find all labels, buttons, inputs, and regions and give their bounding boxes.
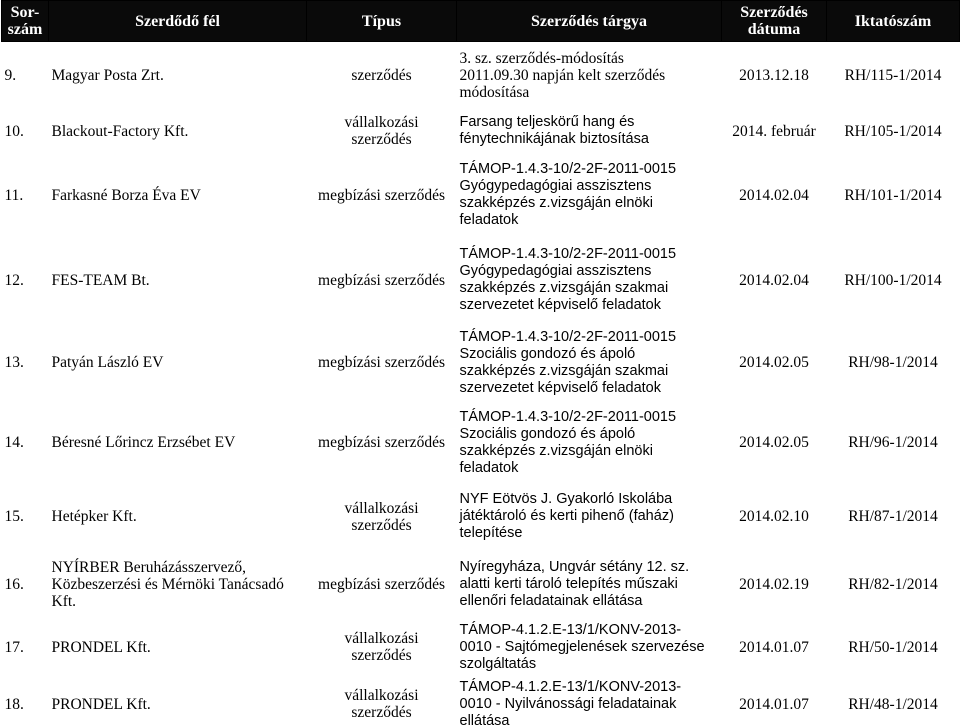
table-row [2, 483, 960, 551]
contracting-party-line: Közbeszerzési és Mérnöki Tanácsadó [51, 576, 284, 593]
table-header-row [2, 1, 960, 42]
contract-subject-line: TÁMOP-4.1.2.E-13/1/KONV-2013- [459, 678, 682, 695]
table-body [2, 42, 960, 727]
contracting-party-line: Farkasné Borza Éva EV [51, 186, 201, 204]
contracts-table [1, 0, 960, 727]
contract-subject-line: szolgáltatás [459, 655, 537, 672]
contracting-party-line: Kft. [51, 593, 77, 610]
contract-subject-line: ellenőri feladatainak ellátása [459, 593, 643, 609]
contracting-party-line: Blackout-Factory Kft. [51, 122, 189, 140]
row-number: 13. [4, 354, 24, 371]
contract-subject [457, 42, 722, 110]
row-number: 12. [4, 271, 24, 289]
contract-date: 2014.02.10 [739, 508, 809, 525]
contracting-party [49, 403, 307, 483]
contract-type [307, 676, 457, 727]
contracting-party [49, 110, 307, 153]
table-row [2, 551, 960, 619]
contract-subject-line: játéktároló és kerti pihenő (faház) [459, 508, 674, 524]
contract-subject [457, 153, 722, 238]
contract-subject-line: Gyógypedagógiai asszisztens [459, 178, 652, 194]
contracting-party [49, 551, 307, 619]
row-number: 16. [4, 576, 24, 593]
registration-number: RH/48-1/2014 [848, 695, 938, 713]
contract-date: 2014.02.04 [739, 186, 809, 204]
contract-subject-line: szakképzés z.vizsgáján szakmai [459, 280, 669, 296]
contract-type-line: szerződés [351, 516, 412, 534]
contract-date: 2014.01.07 [739, 638, 809, 656]
contract-subject-line: TÁMOP-1.4.3-10/2-2F-2011-0015 [459, 161, 677, 177]
table-row [2, 110, 960, 153]
header-contract-date: Szerződés dátuma [722, 1, 827, 42]
contract-subject-line: TÁMOP-1.4.3-10/2-2F-2011-0015 [459, 328, 677, 345]
contract-type-line: megbízási szerződés [318, 186, 445, 204]
contract-subject [457, 483, 722, 551]
contracting-party-line: Patyán László EV [51, 354, 164, 371]
contract-type [307, 238, 457, 323]
contract-subject-line: módosítása [459, 84, 530, 102]
contract-type-line: megbízási szerződés [318, 271, 445, 289]
contract-subject-line: Szociális gondozó és ápoló [459, 345, 636, 362]
contract-subject-line: NYF Eötvös J. Gyakorló Iskolába [459, 491, 673, 507]
contracting-party-line: Hetépker Kft. [51, 508, 137, 525]
contract-type-line: megbízási szerződés [318, 354, 445, 371]
contract-subject-line: szervezetet képviselő feladatok [459, 297, 661, 313]
contract-date: 2014.01.07 [739, 695, 809, 713]
contract-subject-line: feladatok [459, 212, 519, 228]
contract-date: 2014. február [732, 122, 816, 140]
contracting-party-line: NYÍRBER Beruházásszervező, [51, 559, 247, 576]
contract-type-line: megbízási szerződés [318, 434, 445, 451]
contract-subject-line: ellátása [459, 712, 510, 727]
contract-type [307, 483, 457, 551]
contract-subject [457, 323, 722, 403]
contract-date: 2014.02.05 [739, 354, 809, 371]
table-row [2, 153, 960, 238]
contract-subject [457, 619, 722, 676]
registration-number: RH/96-1/2014 [848, 434, 938, 451]
registration-number: RH/115-1/2014 [844, 67, 942, 85]
contract-subject [457, 551, 722, 619]
contract-type-line: szerződés [351, 704, 412, 721]
contract-date: 2014.02.19 [739, 576, 809, 593]
contracting-party [49, 483, 307, 551]
contract-type [307, 110, 457, 153]
contract-subject-line: szervezetet képviselő feladatok [459, 379, 661, 396]
registration-number: RH/105-1/2014 [844, 122, 942, 140]
row-number: 11. [4, 186, 24, 204]
row-number: 18. [4, 695, 24, 713]
header-contracting-party: Szerdődő fél [49, 1, 307, 42]
contract-subject-line: 0010 - Nyilvánossági feladatainak [459, 695, 677, 712]
row-number: 15. [4, 508, 24, 525]
contract-subject-line: szakképzés z.vizsgáján elnöki [459, 195, 653, 211]
table-row [2, 676, 960, 727]
contract-type [307, 619, 457, 676]
contracting-party [49, 153, 307, 238]
registration-number: RH/50-1/2014 [848, 638, 938, 656]
contracting-party-line: PRONDEL Kft. [51, 695, 151, 713]
contracting-party [49, 42, 307, 110]
contract-subject-line: Szociális gondozó és ápoló [459, 425, 636, 442]
contract-type-line: vállalkozási [344, 630, 419, 647]
contract-subject-line: TÁMOP-4.1.2.E-13/1/KONV-2013- [459, 621, 682, 638]
table-row [2, 323, 960, 403]
header-registration-number: Iktatószám [827, 1, 960, 42]
contract-subject-line: feladatok [459, 459, 519, 476]
row-number: 14. [4, 434, 24, 451]
registration-number: RH/87-1/2014 [848, 508, 938, 525]
contract-type [307, 551, 457, 619]
contract-type [307, 323, 457, 403]
header-subject: Szerződés tárgya [457, 1, 722, 42]
contract-type-line: szerződés [351, 67, 412, 85]
contract-subject-line: szakképzés z.vizsgáján elnöki [459, 442, 653, 459]
contract-subject [457, 110, 722, 153]
contract-date: 2013.12.18 [739, 67, 809, 85]
contract-subject-line: Nyíregyháza, Ungvár sétány 12. sz. [459, 559, 690, 575]
table-row [2, 238, 960, 323]
contract-subject-line: telepítése [459, 525, 523, 541]
contract-type-line: szerződés [351, 131, 412, 148]
contract-type [307, 42, 457, 110]
contract-date: 2014.02.04 [739, 271, 809, 289]
contract-type [307, 153, 457, 238]
contract-type [307, 403, 457, 483]
contract-type-line: megbízási szerződés [318, 576, 445, 593]
contracting-party [49, 619, 307, 676]
contract-subject-line: Gyógypedagógiai asszisztens [459, 263, 652, 279]
contract-date: 2014.02.05 [739, 434, 809, 451]
table-row [2, 403, 960, 483]
contract-subject [457, 676, 722, 727]
contracting-party-line: FES-TEAM Bt. [51, 271, 150, 289]
contract-subject-line: TÁMOP-1.4.3-10/2-2F-2011-0015 [459, 246, 677, 262]
header-type: Típus [307, 1, 457, 42]
registration-number: RH/98-1/2014 [848, 354, 938, 371]
table-row [2, 42, 960, 110]
contract-subject-line: Farsang teljeskörű hang és [459, 114, 635, 130]
row-number: 10. [4, 122, 24, 140]
header-row-number: Sor- szám [2, 1, 49, 42]
contract-subject-line: szakképzés z.vizsgáján szakmai [459, 362, 669, 379]
contracting-party [49, 323, 307, 403]
contract-subject-line: 0010 - Sajtómegjelenések szervezése [459, 638, 705, 655]
registration-number: RH/82-1/2014 [848, 576, 938, 593]
contract-type-line: vállalkozási [344, 499, 419, 517]
row-number: 17. [4, 638, 24, 656]
registration-number: RH/101-1/2014 [844, 186, 942, 204]
contract-subject-line: fénytechnikájának biztosítása [459, 131, 649, 147]
contract-subject [457, 403, 722, 483]
table-row [2, 619, 960, 676]
contracting-party-line: Béresné Lőrincz Erzsébet EV [51, 434, 236, 451]
contract-subject-line: TÁMOP-1.4.3-10/2-2F-2011-0015 [459, 408, 677, 425]
contract-type-line: vállalkozási [344, 114, 419, 131]
registration-number: RH/100-1/2014 [844, 271, 942, 289]
contract-subject-line: alatti kerti tároló telepítés műszaki [459, 576, 678, 592]
contract-type-line: szerződés [351, 647, 412, 664]
contract-subject-line: 3. sz. szerződés-módosítás [459, 50, 624, 68]
contract-subject [457, 238, 722, 323]
contracting-party [49, 238, 307, 323]
contract-type-line: vállalkozási [344, 687, 419, 704]
contracting-party [49, 676, 307, 727]
contracting-party-line: Magyar Posta Zrt. [51, 67, 164, 85]
row-number: 9. [4, 67, 17, 85]
contract-subject-line: 2011.09.30 napján kelt szerződés [459, 67, 666, 85]
contracting-party-line: PRONDEL Kft. [51, 638, 151, 656]
